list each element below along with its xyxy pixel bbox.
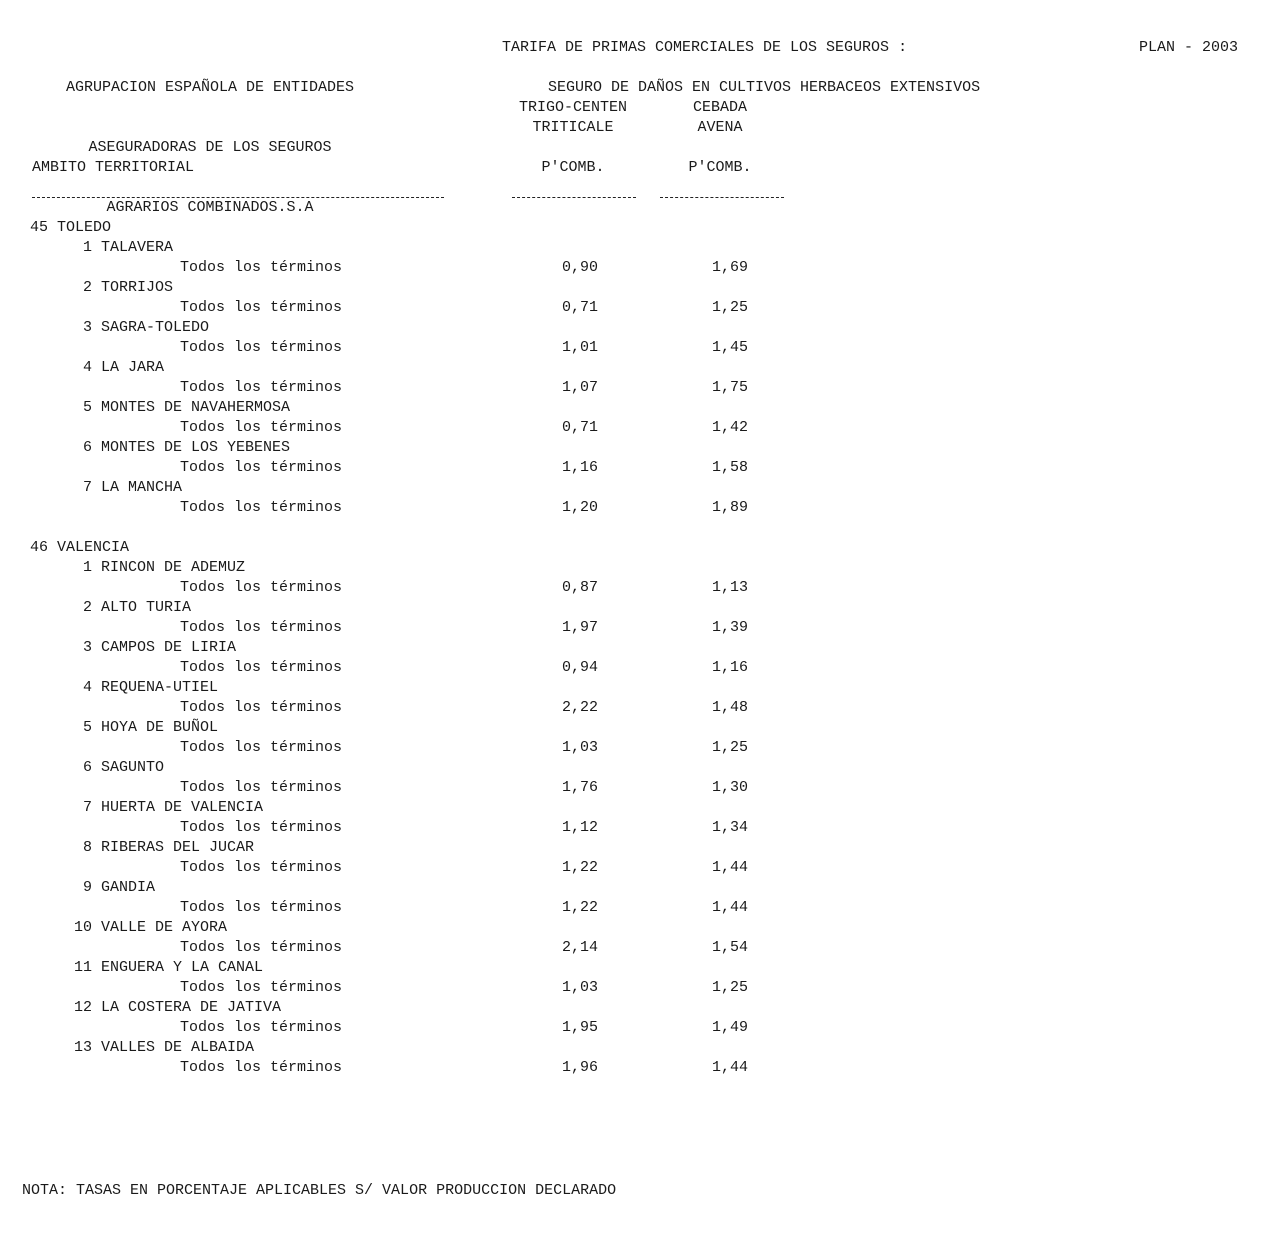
district-name: SAGRA-TOLEDO: [101, 319, 210, 336]
rate-cebada-avena: 1,58: [711, 459, 748, 476]
plan-label: PLAN - 2003: [1139, 39, 1239, 56]
rate-trigo-centeno: 1,03: [561, 739, 598, 756]
district-heading: [30, 398, 810, 418]
rate-cebada-avena: 1,45: [711, 339, 748, 356]
district-number: 8: [82, 839, 92, 856]
rate-trigo-centeno: 0,94: [561, 659, 598, 676]
org-line: AGRUPACION ESPAÑOLA DE ENTIDADES: [65, 79, 355, 96]
table-row: [30, 738, 810, 758]
document-title: TARIFA DE PRIMAS COMERCIALES DE LOS SEGUROS :: [502, 39, 908, 56]
district-number: 2: [82, 599, 92, 616]
district-number: 1: [82, 239, 92, 256]
table-row: [30, 858, 810, 878]
province-heading: 45 TOLEDO: [30, 219, 112, 236]
district-heading: [30, 958, 810, 978]
term-label: Todos los términos: [180, 859, 343, 876]
rate-trigo-centeno: 2,22: [561, 699, 598, 716]
district-name: TALAVERA: [101, 239, 174, 256]
district-number: 5: [82, 719, 92, 736]
table-row: [30, 578, 810, 598]
district-heading: [30, 638, 810, 658]
rate-trigo-centeno: 1,22: [561, 899, 598, 916]
term-label: Todos los términos: [180, 1019, 343, 1036]
rate-trigo-centeno: 1,76: [561, 779, 598, 796]
term-label: Todos los términos: [180, 339, 343, 356]
col1-header-line2: TRITICALE: [532, 119, 614, 136]
table-row: [30, 1018, 810, 1038]
table-row: [30, 458, 810, 478]
district-name: REQUENA-UTIEL: [101, 679, 219, 696]
table-row: [30, 618, 810, 638]
rate-trigo-centeno: 0,90: [561, 259, 598, 276]
district-heading: [30, 438, 810, 458]
district-number: 13: [73, 1039, 92, 1056]
rate-trigo-centeno: 0,71: [561, 299, 598, 316]
district-heading: [30, 878, 810, 898]
table-row: [30, 658, 810, 678]
rate-trigo-centeno: 0,87: [561, 579, 598, 596]
table-row: [30, 818, 810, 838]
term-label: Todos los términos: [180, 1059, 343, 1076]
rate-trigo-centeno: 1,16: [561, 459, 598, 476]
table-row: [30, 1058, 810, 1078]
district-name: LA MANCHA: [101, 479, 183, 496]
term-label: Todos los términos: [180, 379, 343, 396]
org-line: AGRARIOS COMBINADOS.S.A: [106, 199, 314, 216]
district-heading: [30, 598, 810, 618]
district-name: MONTES DE LOS YEBENES: [101, 439, 291, 456]
table-row: [30, 498, 810, 518]
term-label: Todos los términos: [180, 979, 343, 996]
rate-trigo-centeno: 1,96: [561, 1059, 598, 1076]
col1-label: P'COMB.: [541, 159, 605, 176]
term-label: Todos los términos: [180, 779, 343, 796]
district-name: CAMPOS DE LIRIA: [101, 639, 237, 656]
rate-cebada-avena: 1,44: [711, 1059, 748, 1076]
table-row: [30, 418, 810, 438]
table-row: [30, 698, 810, 718]
term-label: Todos los términos: [180, 659, 343, 676]
district-name: TORRIJOS: [101, 279, 174, 296]
table-row: [30, 978, 810, 998]
district-number: 3: [82, 639, 92, 656]
rate-trigo-centeno: 2,14: [561, 939, 598, 956]
rate-cebada-avena: 1,44: [711, 859, 748, 876]
district-name: HOYA DE BUÑOL: [101, 719, 219, 736]
district-name: ALTO TURIA: [101, 599, 192, 616]
district-heading: [30, 358, 810, 378]
table-row: [30, 258, 810, 278]
district-number: 1: [82, 559, 92, 576]
rate-cebada-avena: 1,39: [711, 619, 748, 636]
term-label: Todos los términos: [180, 899, 343, 916]
district-name: RIBERAS DEL JUCAR: [101, 839, 255, 856]
term-label: Todos los términos: [180, 299, 343, 316]
territory-column-label: AMBITO TERRITORIAL: [32, 159, 195, 176]
district-name: GANDIA: [101, 879, 156, 896]
district-name: MONTES DE NAVAHERMOSA: [101, 399, 291, 416]
district-name: RINCON DE ADEMUZ: [101, 559, 246, 576]
rate-cebada-avena: 1,89: [711, 499, 748, 516]
rate-cebada-avena: 1,30: [711, 779, 748, 796]
district-number: 7: [82, 479, 92, 496]
term-label: Todos los términos: [180, 459, 343, 476]
province-heading: 46 VALENCIA: [30, 539, 130, 556]
term-label: Todos los términos: [180, 739, 343, 756]
rate-cebada-avena: 1,69: [711, 259, 748, 276]
term-label: Todos los términos: [180, 259, 343, 276]
divider: [660, 177, 784, 198]
rate-trigo-centeno: 1,12: [561, 819, 598, 836]
district-heading: [30, 758, 810, 778]
district-heading: [30, 998, 810, 1018]
district-number: 12: [73, 999, 92, 1016]
rate-trigo-centeno: 1,95: [561, 1019, 598, 1036]
rate-cebada-avena: 1,44: [711, 899, 748, 916]
rate-trigo-centeno: 1,03: [561, 979, 598, 996]
rate-cebada-avena: 1,25: [711, 979, 748, 996]
district-number: 4: [82, 679, 92, 696]
district-heading: [30, 718, 810, 738]
table-row: [30, 378, 810, 398]
table-row: [30, 778, 810, 798]
table-row: [30, 298, 810, 318]
document-subtitle: SEGURO DE DAÑOS EN CULTIVOS HERBACEOS EXTENSIVOS: [548, 79, 981, 96]
tariff-table: [30, 218, 810, 1078]
district-number: 10: [73, 919, 92, 936]
district-number: 11: [73, 959, 92, 976]
district-name: HUERTA DE VALENCIA: [101, 799, 264, 816]
rate-cebada-avena: 1,25: [711, 739, 748, 756]
term-label: Todos los términos: [180, 499, 343, 516]
district-heading: [30, 918, 810, 938]
district-name: VALLE DE AYORA: [101, 919, 228, 936]
rate-trigo-centeno: 1,97: [561, 619, 598, 636]
term-label: Todos los términos: [180, 579, 343, 596]
rate-cebada-avena: 1,75: [711, 379, 748, 396]
district-heading: [30, 278, 810, 298]
rate-cebada-avena: 1,25: [711, 299, 748, 316]
district-heading: [30, 478, 810, 498]
district-number: 6: [82, 439, 92, 456]
district-heading: [30, 558, 810, 578]
district-heading: [30, 678, 810, 698]
district-name: LA JARA: [101, 359, 165, 376]
district-number: 6: [82, 759, 92, 776]
rate-cebada-avena: 1,16: [711, 659, 748, 676]
term-label: Todos los términos: [180, 619, 343, 636]
district-number: 5: [82, 399, 92, 416]
district-heading: [30, 838, 810, 858]
term-label: Todos los términos: [180, 419, 343, 436]
term-label: Todos los términos: [180, 939, 343, 956]
table-row: [30, 898, 810, 918]
district-heading: [30, 798, 810, 818]
table-row: [30, 938, 810, 958]
rate-cebada-avena: 1,34: [711, 819, 748, 836]
divider: [512, 177, 636, 198]
district-heading: [30, 1038, 810, 1058]
rate-trigo-centeno: 1,22: [561, 859, 598, 876]
col2-label: P'COMB.: [688, 159, 752, 176]
rate-cebada-avena: 1,42: [711, 419, 748, 436]
district-number: 9: [82, 879, 92, 896]
district-number: 7: [82, 799, 92, 816]
term-label: Todos los términos: [180, 819, 343, 836]
rate-cebada-avena: 1,49: [711, 1019, 748, 1036]
rate-trigo-centeno: 1,01: [561, 339, 598, 356]
rate-trigo-centeno: 1,20: [561, 499, 598, 516]
rate-trigo-centeno: 0,71: [561, 419, 598, 436]
district-number: 4: [82, 359, 92, 376]
district-name: LA COSTERA DE JATIVA: [101, 999, 282, 1016]
rate-trigo-centeno: 1,07: [561, 379, 598, 396]
rate-cebada-avena: 1,54: [711, 939, 748, 956]
org-line: ASEGURADORAS DE LOS SEGUROS: [88, 139, 332, 156]
district-number: 2: [82, 279, 92, 296]
organization-name: [20, 38, 400, 238]
district-number: 3: [82, 319, 92, 336]
col2-header-line2: AVENA: [697, 119, 743, 136]
district-heading: [30, 318, 810, 338]
footer-note: NOTA: TASAS EN PORCENTAJE APLICABLES S/ VALOR PRODUCCION DECLARADO: [22, 1182, 617, 1199]
rate-cebada-avena: 1,13: [711, 579, 748, 596]
col2-header-line1: CEBADA: [692, 99, 747, 116]
district-name: VALLES DE ALBAIDA: [101, 1039, 255, 1056]
district-heading: [30, 238, 810, 258]
district-name: SAGUNTO: [101, 759, 165, 776]
table-row: [30, 338, 810, 358]
spacer: [30, 518, 810, 538]
divider: [32, 177, 444, 198]
district-name: ENGUERA Y LA CANAL: [101, 959, 264, 976]
term-label: Todos los términos: [180, 699, 343, 716]
rate-cebada-avena: 1,48: [711, 699, 748, 716]
col1-header-line1: TRIGO-CENTEN: [518, 99, 628, 116]
